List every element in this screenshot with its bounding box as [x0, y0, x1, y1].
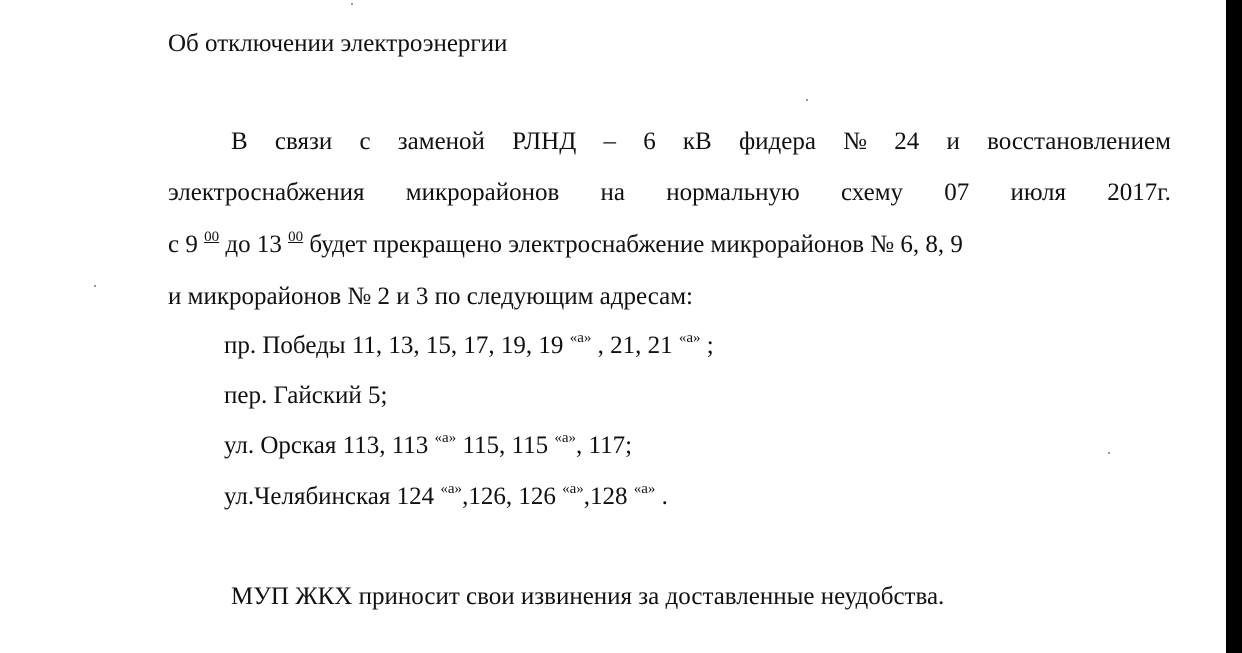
word: РЛНД: [512, 128, 577, 155]
body-line-2: [168, 178, 1171, 208]
address-text: ул. Орская 113, 113: [224, 432, 435, 459]
address-text: ;: [700, 332, 714, 359]
word: с: [359, 128, 371, 155]
time-from: с 9: [168, 231, 198, 258]
address-gaisky: [224, 381, 387, 411]
word: фидера: [738, 128, 816, 155]
word: связи: [274, 128, 333, 155]
body-line-1: [231, 127, 1171, 157]
address-text: 115, 115: [456, 432, 555, 459]
word: схему: [840, 179, 904, 206]
scan-speck: [94, 285, 96, 287]
address-text: , 117;: [576, 432, 633, 459]
address-orskaya: [224, 431, 632, 461]
letter-suffix: «а»: [434, 429, 457, 446]
letter-suffix: «а»: [678, 329, 701, 346]
word: 6: [643, 128, 656, 155]
body-line-4: и микрорайонов № 2 и 3 по следующим адресам:: [168, 283, 693, 310]
scan-border: [1226, 0, 1242, 653]
letter-suffix: «а»: [440, 480, 463, 497]
word: 07: [944, 179, 970, 206]
word: нормальную: [666, 179, 800, 206]
address-pobedy: [224, 331, 714, 361]
word: восстановлением: [987, 128, 1171, 155]
address-text: ,126, 126: [462, 483, 563, 510]
word: В: [231, 128, 248, 155]
word: июля: [1010, 179, 1066, 206]
word: 2017г.: [1107, 179, 1171, 206]
letter-suffix: «а»: [554, 429, 577, 446]
word: на: [600, 179, 626, 206]
outage-text: будет прекращено электроснабжение микрорайонов № 6, 8, 9: [303, 231, 963, 258]
word: микрорайонов: [405, 179, 560, 206]
word: №: [843, 128, 868, 155]
scan-speck: [806, 99, 808, 101]
word: электроснабжения: [168, 179, 365, 206]
address-text: .: [655, 483, 668, 510]
address-text: ,128: [583, 483, 634, 510]
letter-suffix: «а»: [569, 329, 592, 346]
address-text: пер. Гайский 5;: [224, 382, 388, 409]
time-from-minutes: 00: [204, 228, 220, 245]
address-chelyabinskaya: [224, 482, 668, 512]
scan-speck: [1108, 452, 1110, 454]
letter-suffix: «а»: [633, 480, 656, 497]
word: кВ: [682, 128, 712, 155]
time-to-minutes: 00: [288, 228, 304, 245]
body-line-3: [168, 230, 963, 260]
word: и: [946, 128, 960, 155]
time-to: до 13: [219, 231, 282, 258]
address-text: ул.Челябинская 124: [224, 483, 441, 510]
document-subject: Об отключении электроэнергии: [168, 30, 508, 57]
word: –: [603, 128, 616, 155]
address-text: пр. Победы 11, 13, 15, 17, 19, 19: [224, 332, 570, 359]
word: 24: [894, 128, 920, 155]
scan-speck: [351, 3, 353, 5]
letter-suffix: «а»: [562, 480, 584, 497]
closing-apology: МУП ЖКХ приносит свои извинения за доставленные неудобства.: [231, 583, 945, 610]
word: заменой: [397, 128, 485, 155]
address-text: , 21, 21: [591, 332, 679, 359]
